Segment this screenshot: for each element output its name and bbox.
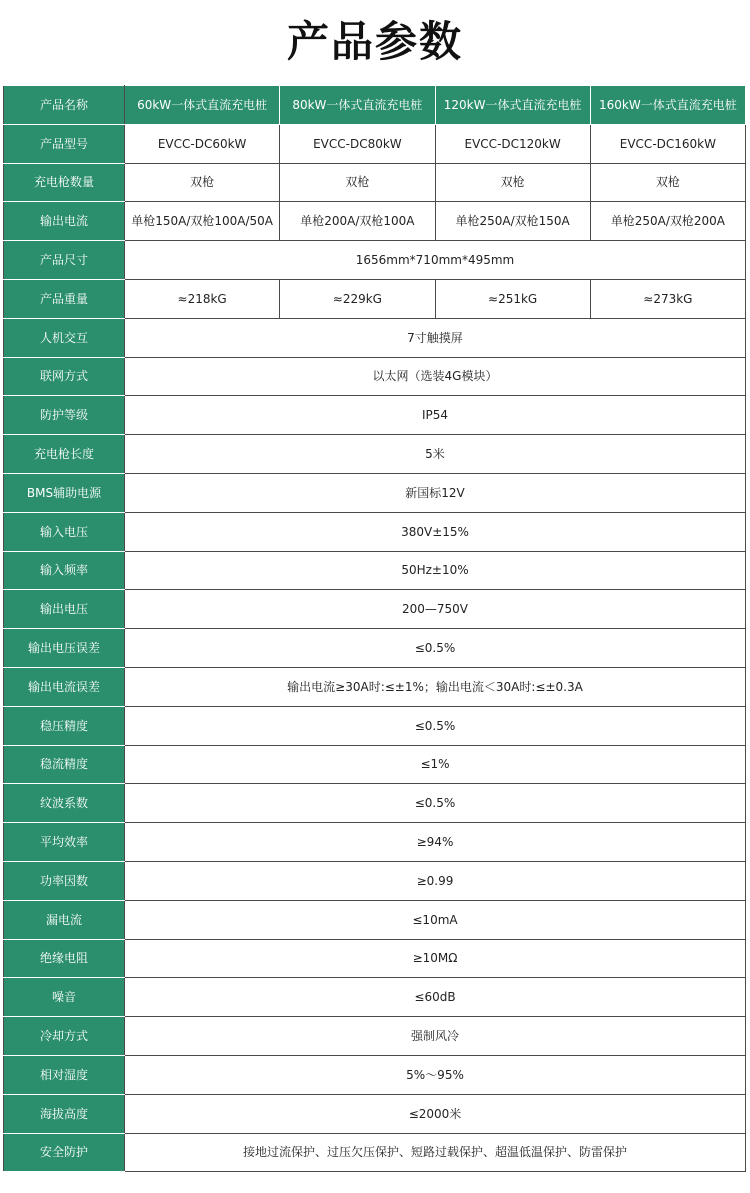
- row-label-cell: 输出电流: [4, 202, 125, 241]
- row-label-cell: 产品尺寸: [4, 241, 125, 280]
- row-value-cell: ≤2000米: [125, 1094, 746, 1133]
- row-value-cell: ≤60dB: [125, 978, 746, 1017]
- row-value-cell: ≈218kG: [125, 279, 280, 318]
- row-value-cell: EVCC-DC80kW: [280, 124, 435, 163]
- spec-table: [3, 85, 746, 1172]
- row-value-cell: ≤1%: [125, 745, 746, 784]
- row-value-cell: ≥10MΩ: [125, 939, 746, 978]
- row-label-cell: 噪音: [4, 978, 125, 1017]
- table-row: [4, 900, 746, 939]
- row-value-cell: IP54: [125, 396, 746, 435]
- row-value-cell: EVCC-DC60kW: [125, 124, 280, 163]
- table-row: [4, 551, 746, 590]
- header-model-cell: 120kW一体式直流充电桩: [435, 86, 590, 125]
- row-label-cell: 漏电流: [4, 900, 125, 939]
- row-value-cell: ≤0.5%: [125, 784, 746, 823]
- header-model-cell: 80kW一体式直流充电桩: [280, 86, 435, 125]
- table-row: [4, 124, 746, 163]
- row-label-cell: BMS辅助电源: [4, 473, 125, 512]
- row-label-cell: 冷却方式: [4, 1017, 125, 1056]
- row-label-cell: 产品重量: [4, 279, 125, 318]
- row-value-cell: ≤0.5%: [125, 629, 746, 668]
- table-row: [4, 318, 746, 357]
- row-value-cell: 强制风冷: [125, 1017, 746, 1056]
- table-row: [4, 861, 746, 900]
- header-label-cell: 产品名称: [4, 86, 125, 125]
- spec-table-body: [4, 86, 746, 1172]
- row-value-cell: 200—750V: [125, 590, 746, 629]
- row-label-cell: 输出电压误差: [4, 629, 125, 668]
- table-row: [4, 667, 746, 706]
- row-value-cell: 输出电流≥30A时:≤±1%；输出电流＜30A时:≤±0.3A: [125, 667, 746, 706]
- row-value-cell: 50Hz±10%: [125, 551, 746, 590]
- row-value-cell: 380V±15%: [125, 512, 746, 551]
- row-value-cell: 以太网（选装4G模块）: [125, 357, 746, 396]
- page-title: 产品参数: [286, 17, 463, 66]
- row-value-cell: ≥94%: [125, 823, 746, 862]
- row-value-cell: 1656mm*710mm*495mm: [125, 241, 746, 280]
- row-label-cell: 输出电压: [4, 590, 125, 629]
- table-row: [4, 512, 746, 551]
- table-row: [4, 435, 746, 474]
- table-row: [4, 396, 746, 435]
- row-label-cell: 输出电流误差: [4, 667, 125, 706]
- row-value-cell: 接地过流保护、过压欠压保护、短路过载保护、超温低温保护、防雷保护: [125, 1133, 746, 1172]
- row-value-cell: 单枪250A/双枪200A: [590, 202, 745, 241]
- table-row: [4, 745, 746, 784]
- row-value-cell: 双枪: [280, 163, 435, 202]
- row-label-cell: 稳压精度: [4, 706, 125, 745]
- table-row: [4, 823, 746, 862]
- row-label-cell: 平均效率: [4, 823, 125, 862]
- row-label-cell: 海拔高度: [4, 1094, 125, 1133]
- row-value-cell: 单枪250A/双枪150A: [435, 202, 590, 241]
- row-value-cell: ≤0.5%: [125, 706, 746, 745]
- row-label-cell: 纹波系数: [4, 784, 125, 823]
- table-row: [4, 706, 746, 745]
- row-value-cell: ≤10mA: [125, 900, 746, 939]
- row-label-cell: 充电枪数量: [4, 163, 125, 202]
- row-label-cell: 稳流精度: [4, 745, 125, 784]
- table-row: [4, 590, 746, 629]
- table-row: [4, 939, 746, 978]
- row-value-cell: 新国标12V: [125, 473, 746, 512]
- row-value-cell: EVCC-DC120kW: [435, 124, 590, 163]
- table-row: [4, 784, 746, 823]
- row-label-cell: 产品型号: [4, 124, 125, 163]
- row-value-cell: 单枪200A/双枪100A: [280, 202, 435, 241]
- row-label-cell: 相对湿度: [4, 1055, 125, 1094]
- table-row: [4, 1017, 746, 1056]
- row-value-cell: EVCC-DC160kW: [590, 124, 745, 163]
- row-value-cell: 双枪: [125, 163, 280, 202]
- row-label-cell: 防护等级: [4, 396, 125, 435]
- row-value-cell: 7寸触摸屏: [125, 318, 746, 357]
- table-row: [4, 163, 746, 202]
- row-label-cell: 人机交互: [4, 318, 125, 357]
- table-row: [4, 357, 746, 396]
- table-row: [4, 241, 746, 280]
- row-value-cell: 双枪: [590, 163, 745, 202]
- row-value-cell: 5米: [125, 435, 746, 474]
- row-label-cell: 输入电压: [4, 512, 125, 551]
- row-label-cell: 功率因数: [4, 861, 125, 900]
- header-model-cell: 160kW一体式直流充电桩: [590, 86, 745, 125]
- row-value-cell: 单枪150A/双枪100A/50A: [125, 202, 280, 241]
- row-label-cell: 充电枪长度: [4, 435, 125, 474]
- row-value-cell: 双枪: [435, 163, 590, 202]
- table-row: [4, 279, 746, 318]
- row-value-cell: ≥0.99: [125, 861, 746, 900]
- table-row: [4, 1055, 746, 1094]
- table-row: [4, 1133, 746, 1172]
- table-header-row: [4, 86, 746, 125]
- table-row: [4, 473, 746, 512]
- row-label-cell: 绝缘电阻: [4, 939, 125, 978]
- header-model-cell: 60kW一体式直流充电桩: [125, 86, 280, 125]
- row-value-cell: 5%～95%: [125, 1055, 746, 1094]
- row-value-cell: ≈229kG: [280, 279, 435, 318]
- row-label-cell: 联网方式: [4, 357, 125, 396]
- row-value-cell: ≈251kG: [435, 279, 590, 318]
- table-row: [4, 1094, 746, 1133]
- row-label-cell: 输入频率: [4, 551, 125, 590]
- table-row: [4, 978, 746, 1017]
- row-label-cell: 安全防护: [4, 1133, 125, 1172]
- table-row: [4, 202, 746, 241]
- row-value-cell: ≈273kG: [590, 279, 745, 318]
- table-row: [4, 629, 746, 668]
